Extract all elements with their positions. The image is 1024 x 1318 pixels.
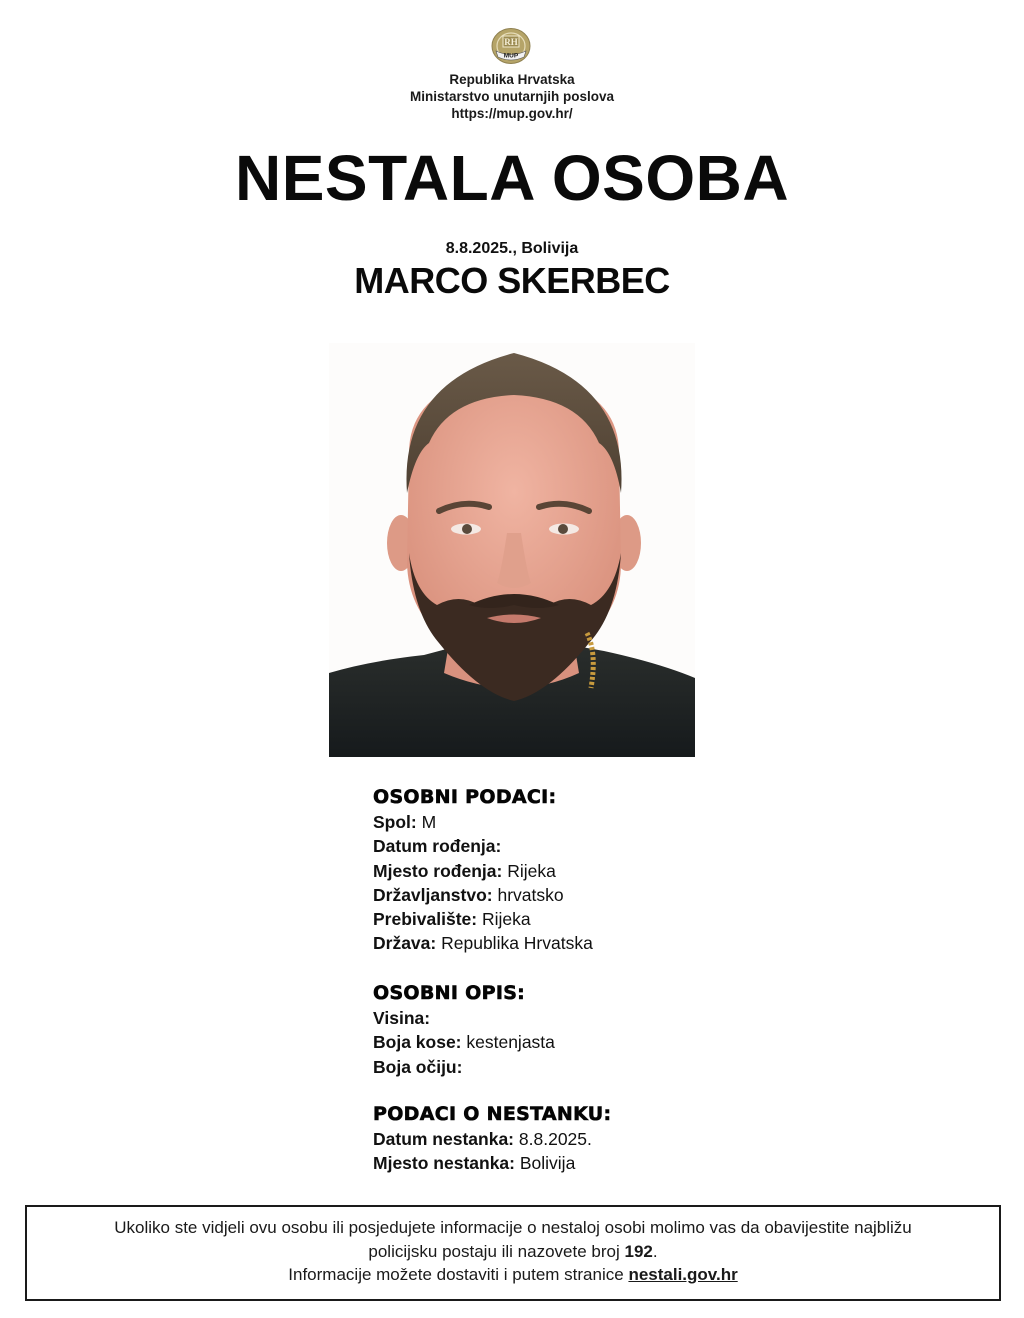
field-sex: Spol: M [373, 812, 437, 832]
disappearance-section [373, 1101, 611, 1176]
missing-date-place: 8.8.2025., Bolivija [445, 240, 579, 257]
section-heading: PODACI O NESTANKU: [373, 1103, 612, 1125]
physical-description-section [373, 980, 555, 1079]
personal-data-section [373, 784, 593, 956]
field-missing-place: Mjesto nestanka: Bolivija [373, 1153, 576, 1174]
section-heading: OSOBNI OPIS: [373, 982, 526, 1004]
issuer-country: Republika Hrvatska [449, 72, 575, 87]
field-residence: Prebivalište: Rijeka [373, 909, 531, 930]
field-birth-place: Mjesto rođenja: Rijeka [373, 860, 556, 881]
missing-person-photo [329, 343, 695, 757]
notice-line-1: Ukoliko ste vidjeli ovu osobu ili posjedujete informacije o nestaloj osobi molimo vas da obavijestite najbližu [114, 1218, 912, 1237]
issuer-url: https://mup.gov.hr/ [451, 106, 573, 121]
missing-person-name: MARCO SKERBEC [354, 260, 670, 301]
notice-line-2: policijsku postaju ili nazovete broj 192. [368, 1241, 658, 1261]
nestali-website-link[interactable]: nestali.gov.hr [628, 1265, 738, 1284]
field-birth-date: Datum rođenja: [373, 836, 502, 857]
poster-title: NESTALA OSOBA [234, 142, 790, 214]
rh-mup-emblem-icon [489, 27, 533, 67]
field-eye-color: Boja očiju: [373, 1056, 463, 1077]
field-missing-date: Datum nestanka: 8.8.2025. [373, 1129, 592, 1149]
field-country: Država: Republika Hrvatska [373, 933, 593, 954]
notice-line-3: Informacije možete dostaviti i putem stranice nestali.gov.hr [288, 1265, 738, 1284]
emergency-phone-number: 192 [624, 1241, 653, 1261]
contact-notice-box [25, 1205, 1001, 1301]
issuer-ministry: Ministarstvo unutarnjih poslova [409, 89, 615, 104]
field-citizenship: Državljanstvo: hrvatsko [373, 884, 564, 905]
section-heading: OSOBNI PODACI: [373, 786, 557, 808]
field-hair-color: Boja kose: kestenjasta [373, 1032, 555, 1053]
svg-text:RH: RH [504, 37, 518, 47]
svg-text:MUP: MUP [503, 52, 519, 60]
issuer-header [0, 71, 1024, 122]
field-height: Visina: [373, 1008, 431, 1028]
